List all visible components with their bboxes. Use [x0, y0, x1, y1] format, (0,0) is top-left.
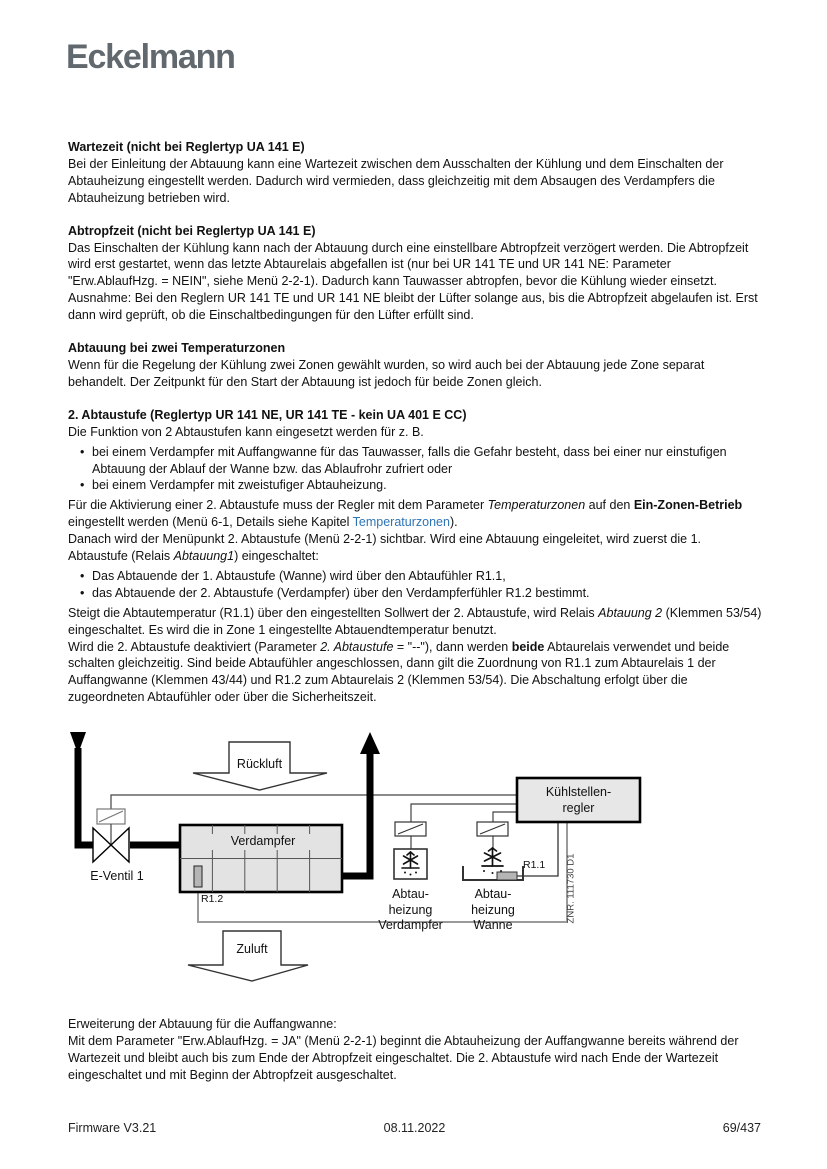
paragraph: Erweiterung der Abtauung für die Auffangwanne: [68, 1017, 337, 1031]
section-heading-2-abtaustufe: 2. Abtaustufe (Reglertyp UR 141 NE, UR 141 TE - kein UA 401 E CC) [68, 407, 467, 422]
chapter-link-temperaturzonen[interactable]: Temperaturzonen [352, 515, 450, 530]
paragraph: Wenn für die Regelung der Kühlung zwei Zonen gewählt wurden, so wird auch bei der Abtauung jede Zone separat behandelt. Der Zeitpunkt für den Start der Abtauung ist jedoch für beide Zonen gleich. [68, 357, 705, 389]
section-heading-wartezeit: Wartezeit (nicht bei Reglertyp UA 141 E) [68, 140, 305, 154]
list-item: • das Abtauende der 2. Abtaustufe (Verdampfer) über den Verdampferfühler R1.2 bestimmt. [92, 585, 762, 602]
list-item: • bei einem Verdampfer mit zweistufiger Abtauheizung. [92, 477, 762, 494]
heater-wanne-label [443, 887, 543, 934]
list-item: • bei einem Verdampfer mit Auffangwanne für das Tauwasser, falls die Gefahr besteht, dass bei einer nur einstufigen Abtauung der Ablauf der Wanne bzw. das Ablaufrohr zufriert oder [92, 444, 762, 478]
zuluft-label: Zuluft [236, 942, 268, 956]
controller-label-line1: Kühlstellen- [545, 785, 612, 799]
section-heading-abtropfzeit: Abtropfzeit (nicht bei Reglertyp UA 141 E) [68, 223, 316, 238]
controller-label [517, 784, 640, 816]
sensor-r12-icon [194, 866, 202, 887]
snowflake-icon [482, 848, 503, 866]
wire-controller-to-relay2 [493, 812, 517, 822]
list-item: • Das Abtauende der 1. Abtaustufe (Wanne) wird über den Abtaufühler R1.1, [92, 568, 762, 585]
relay-2-icon [477, 822, 508, 836]
paragraph: Mit dem Parameter "Erw.AblaufHzg. = JA" (Menü 2-2-1) beginnt die Abtauheizung der Auffangwanne bereits während der Wartezeit und bleibt auch bis zum Ende der Abtropfzeit eingeschaltet. Die 2. Abtaustufe wird nach Ende der Wartezeit eingeschaltet und mit Beginn der Abtropfzeit ausgeschaltet. [68, 1033, 739, 1082]
outlet-pipe [342, 752, 370, 876]
eckelmann-logo: Eckelmann [66, 38, 235, 76]
heater-label-line: Abtau- [392, 887, 429, 901]
heater-label-line: Verdampfer [378, 918, 443, 932]
paragraph: Das Einschalten der Kühlung kann nach der Abtauung durch eine einstellbare Abtropfzeit verzögert werden. Die Abtropfzeit wird erst gestartet, wenn das letzte Abtaurelais abgefallen ist (nur bei UR 141 TE und UR 141 NE: Parameter "Erw.AblaufHzg. = NEIN", siehe Menü 2-2-1). Dadurch kann Tauwasser abtropfen, bevor die Kühlung wieder einsetzt. [68, 240, 749, 289]
inlet-pipe [78, 748, 93, 845]
document-body [68, 139, 762, 706]
paragraph: Steigt die Abtautemperatur (R1.1) über den eingestellten Sollwert der 2. Abtaustufe, wird Relais Abtauung 2 (Klemmen 53/54) eingeschaltet. Es wird die in Zone 1 eingestellte Abtauendtemperatur benutzt. [68, 605, 762, 637]
schematic-drawing [60, 730, 785, 992]
sensor-r11-icon [497, 872, 517, 880]
extension-note [68, 1016, 768, 1084]
paragraph: Für die Aktivierung einer 2. Abtaustufe muss der Regler mit dem Parameter Temperaturzonen auf den Ein-Zonen-Betrieb eingestellt werden (Menü 6-1, Details siehe Kapitel Temperaturzonen). [68, 498, 743, 530]
footer-firmware-version: Firmware V3.21 [68, 1121, 157, 1135]
paragraph: Ausnahme: Bei den Reglern UR 141 TE und UR 141 NE bleibt der Lüfter solange aus, bis die Abtropfzeit abgelaufen ist. Erst dann wird geprüft, ob die Einschaltbedingungen für den Lüfter erfüllt sind. [68, 291, 758, 323]
sensor-r11-label: R1.1 [523, 859, 546, 871]
heater-label-line: Wanne [473, 918, 513, 932]
relay-1-icon [395, 822, 426, 836]
sensor-r12-label: R1.2 [201, 893, 224, 905]
page-footer [68, 1121, 761, 1139]
paragraph: Danach wird der Menüpunkt 2. Abtaustufe (Menü 2-2-1) sichtbar. Wird eine Abtauung eingeleitet, wird zuerst die 1. Abtaustufe (Relais Abtauung1) eingeschaltet: [68, 532, 701, 564]
e-ventil-label: E-Ventil 1 [90, 869, 144, 883]
wire-controller-to-relay1 [411, 804, 517, 822]
footer-date: 08.11.2022 [383, 1121, 446, 1135]
heater-label-line: heizung [388, 902, 433, 917]
drawing-number-label: ZNR. 111730 D1 [565, 853, 577, 924]
expansion-valve-icon [111, 828, 129, 862]
rueckluft-label: Rückluft [236, 757, 283, 771]
paragraph: Bei der Einleitung der Abtauung kann eine Wartezeit zwischen dem Ausschalten der Kühlung und dem Einschalten der Abtauheizung eingestellt werden. Dadurch wird vermieden, dass gleichzeitig mit dem Absaugen des Verdampfers die Abtauheizung betrieben wird. [68, 156, 724, 205]
footer-page-number: 69/437 [722, 1121, 761, 1135]
heater-label-line: Abtau- [474, 887, 512, 901]
paragraph: Die Funktion von 2 Abtaustufen kann eingesetzt werden für z. B. [68, 424, 424, 439]
controller-label-line2: regler [562, 801, 595, 815]
paragraph: Wird die 2. Abtaustufe deaktiviert (Parameter 2. Abtaustufe = "--"), dann werden beide Abtaurelais verwendet und beide schalten gleichzeitig. Sind beide Abtaufühler angeschlossen, dann gilt die Zuordnung von R1.1 zum Abtaurelais 1 der Auffangwanne (Klemmen 43/44) und R1.2 zum Abtaurelais 2 (Klemmen 53/54). Die Abschaltung erfolgt über die zugeordneten Abtaufühler oder über die Sicherheitszeit. [68, 639, 730, 705]
defrost-schematic-diagram [60, 730, 785, 992]
expansion-valve-icon [93, 828, 111, 862]
wire-controller-to-valve [111, 795, 517, 809]
section-heading-zwei-temperaturzonen: Abtauung bei zwei Temperaturzonen [68, 341, 286, 356]
verdampfer-label: Verdampfer [210, 834, 316, 850]
heater-label-line: heizung [471, 902, 515, 917]
bullet-list [68, 444, 762, 495]
outlet-arrow-icon [360, 732, 380, 754]
bullet-list [68, 568, 762, 602]
